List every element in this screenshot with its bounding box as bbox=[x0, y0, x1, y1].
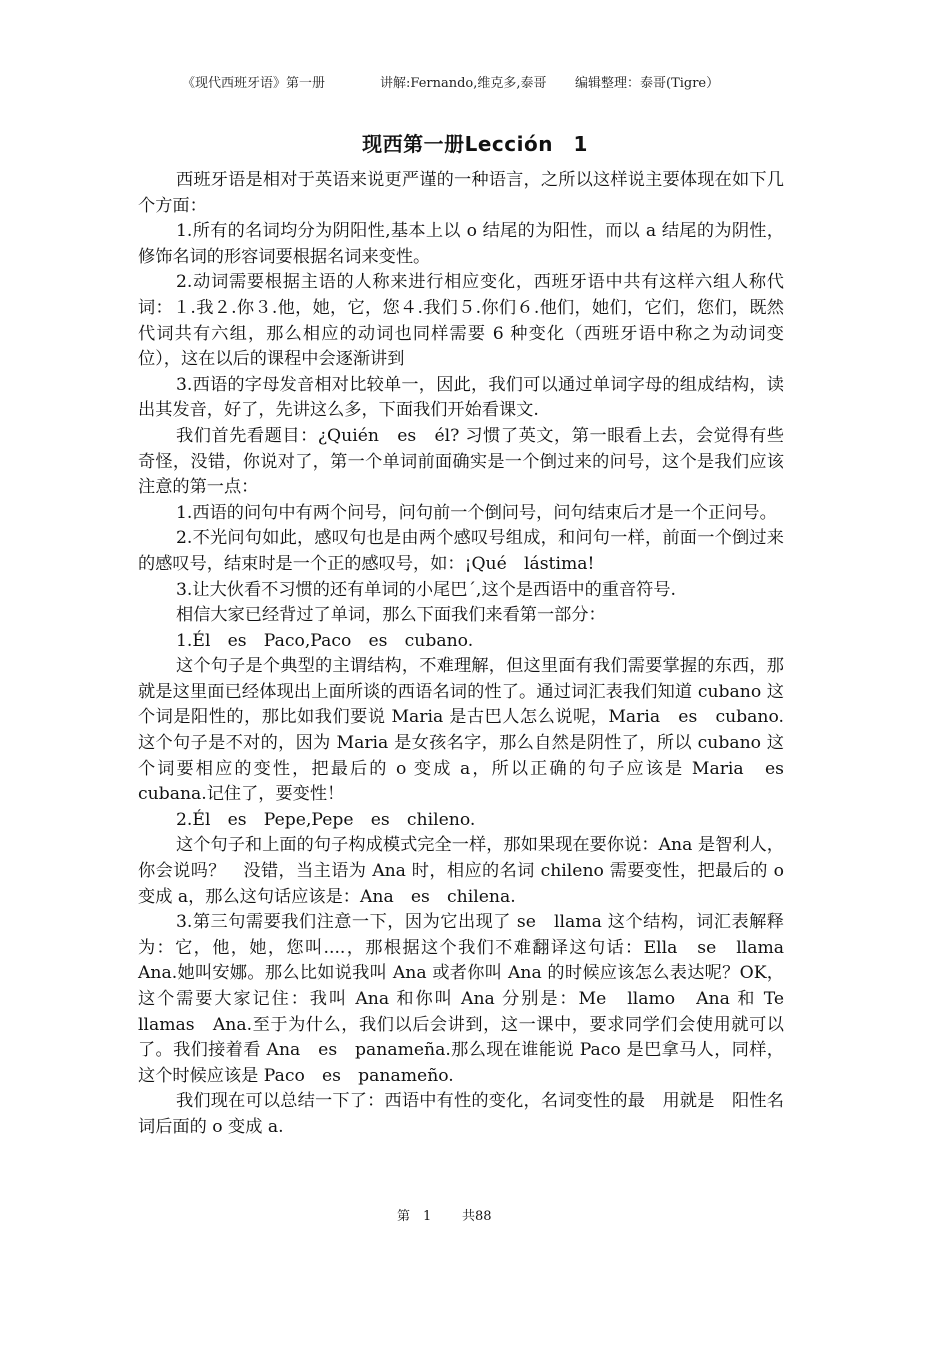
paragraph: 这个句子和上面的句子构成模式完全一样，那如果现在要你说：Ana 是智利人，你会说吗？ 没错，当主语为 Ana 时，相应的名词 chileno 需要变性，把最后的 o 变成 a，那么这句话应该是：Ana es chilena. bbox=[138, 835, 784, 907]
paragraph: 我们首先看题目：¿Quién es él? 习惯了英文，第一眼看上去，会觉得有些奇怪，没错，你说对了，第一个单词前面确实是一个倒过来的问号，这个是我们应该注意的第一点： bbox=[138, 425, 784, 498]
header-book-title: 《现代西班牙语》第一册 bbox=[182, 76, 326, 91]
page-number: 第 1 bbox=[397, 1209, 432, 1224]
paragraph: 2.动词需要根据主语的人称来进行相应变化，西班牙语中共有这样六组人称代词：１.我２.你３.他，她，它，您４.我们５.你们６.他们，她们，它们，您们，既然代词共有六组，那么相应的动词也同样需要 6 种变化（西班牙语中称之为动词变位），这在以后的课程中会逐渐讲到 bbox=[138, 272, 784, 370]
paragraph: 3.西语的字母发音相对比较单一，因此，我们可以通过单词字母的组成结构，读出其发音，好了，先讲这么多，下面我们开始看课文. bbox=[138, 374, 784, 421]
paragraph: 1.Él es Paco,Paco es cubano. bbox=[176, 630, 474, 651]
document-body bbox=[138, 168, 802, 1141]
paragraph: 3.第三句需要我们注意一下，因为它出现了 se llama 这个结构，词汇表解释为：它，他，她，您叫....，那根据这个我们不难翻译这句话：Ella se llama Ana.她叫安娜。那么比如说我叫 Ana 或者你叫 Ana 的时候应该怎么表达呢？OK，这个需要大家记住：我叫 Ana 和你叫 Ana 分别是：Me llamo Ana 和 Te llamas Ana.至于为什么，我们以后会讲到，这一课中，要求同学们会使用就可以了。我们接着看 Ana es panameña.那么现在谁能说 Paco 是巴拿马人，同样，这个时候应该是 Paco es panameño. bbox=[138, 912, 802, 1086]
header-author: 讲解:Fernando,维克多,泰哥 bbox=[380, 76, 547, 91]
paragraph: 1.所有的名词均分为阴阳性,基本上以 o 结尾的为阳性，而以 a 结尾的为阴性，修饰名词的形容词要根据名词来变性。 bbox=[138, 221, 784, 267]
paragraph: 3.让大伙看不习惯的还有单词的小尾巴´,这个是西语中的重音符号. bbox=[176, 579, 676, 600]
paragraph: 1.西语的问句中有两个问号，问句前一个倒问号，问句结束后才是一个正问号。 bbox=[176, 502, 777, 523]
paragraph: 2.Él es Pepe,Pepe es chileno. bbox=[176, 809, 476, 830]
paragraph: 这个句子是个典型的主谓结构，不难理解，但这里面有我们需要掌握的东西，那就是这里面已经体现出上面所谈的西语名词的性了。通过词汇表我们知道 cubano 这个词是阳性的，那比如我们要说 Maria 是古巴人怎么说呢，Maria es cubano.这个句子是不对的，因为 Maria 是女孩名字，那么自然是阴性了，所以 cubano 这个词要相应的变性，把最后的 o 变成 a，所以正确的句子应该是 Maria es cubana.记住了，要变性！ bbox=[138, 656, 802, 805]
page-total: 共88 bbox=[462, 1209, 492, 1224]
page-title: 现西第一册Lección 1 bbox=[362, 132, 588, 156]
header-editor: 编辑整理：泰哥(Tigre） bbox=[575, 76, 720, 91]
paragraph: 相信大家已经背过了单词，那么下面我们来看第一部分： bbox=[176, 605, 606, 626]
paragraph: 我们现在可以总结一下了：西语中有性的变化，名词变性的最 用就是 阳性名词后面的 o 变成 a. bbox=[138, 1091, 784, 1137]
paragraph: 西班牙语是相对于英语来说更严谨的一种语言，之所以这样说主要体现在如下几个方面： bbox=[138, 170, 784, 216]
paragraph: 2.不光问句如此，感叹句也是由两个感叹号组成，和问句一样，前面一个倒过来的感叹号，结束时是一个正的感叹号，如：¡Qué lástima! bbox=[138, 528, 784, 574]
